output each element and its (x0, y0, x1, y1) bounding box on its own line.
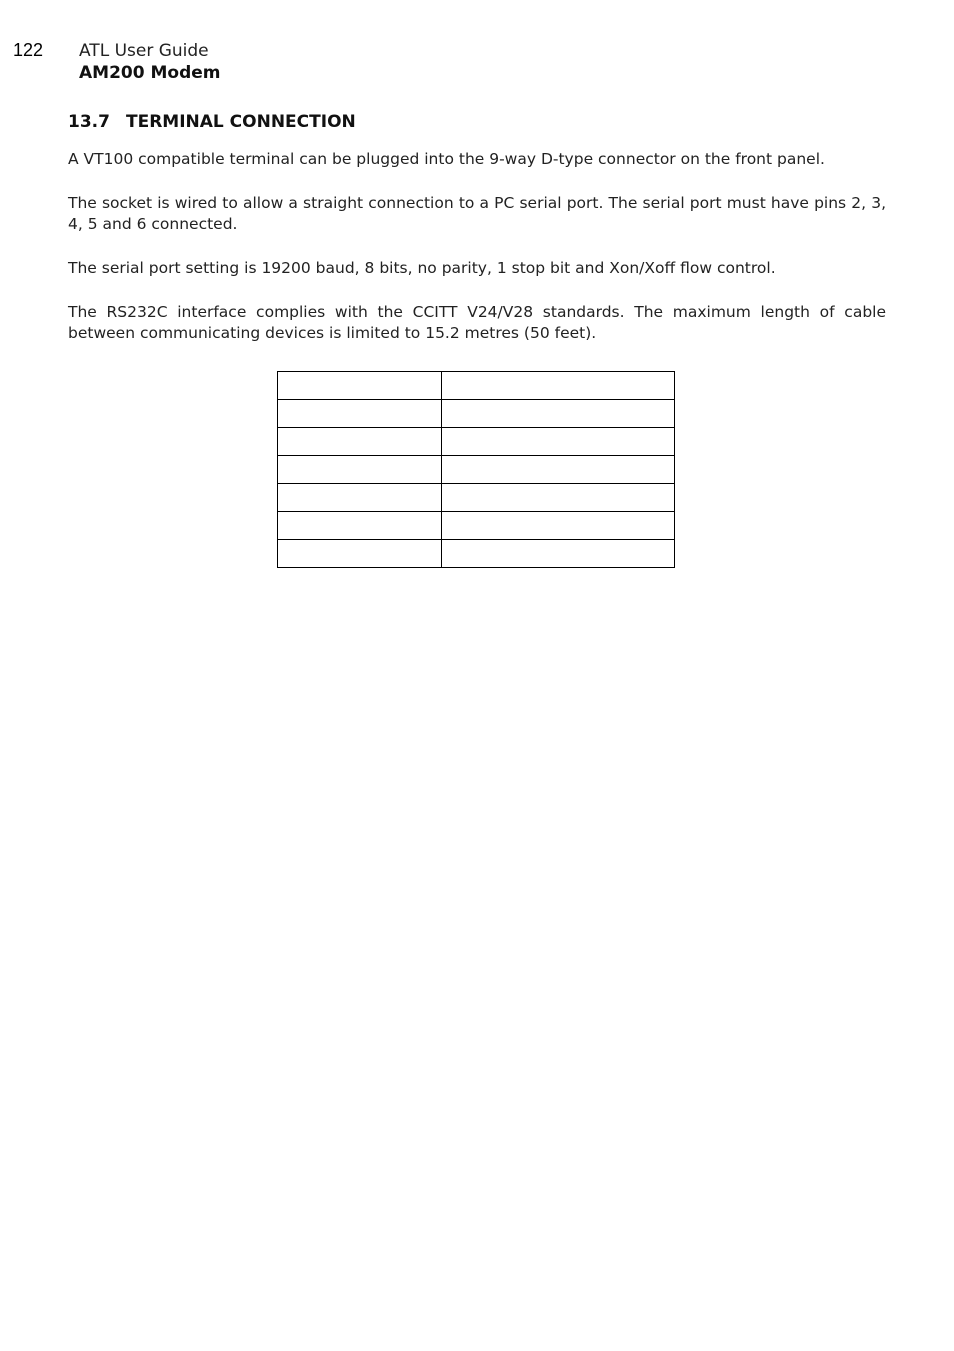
section-number: 13.7 (68, 112, 110, 132)
page-number: 122 (13, 40, 44, 60)
connector-table (277, 371, 675, 568)
table-cell (278, 512, 442, 540)
table-cell (278, 400, 442, 428)
table-row (278, 484, 675, 512)
section-heading (68, 112, 356, 132)
paragraph-terminal: A VT100 compatible terminal can be plugged into the 9-way D-type connector on the front panel. (68, 150, 825, 168)
running-header (79, 40, 221, 85)
table-cell (278, 540, 442, 568)
table-cell (442, 456, 675, 484)
table-row (278, 512, 675, 540)
table-cell (442, 400, 675, 428)
guide-title: ATL User Guide (79, 41, 209, 61)
paragraph-port-setting: The serial port setting is 19200 baud, 8 bits, no parity, 1 stop bit and Xon/Xoff flow control. (68, 259, 776, 277)
table-cell (442, 428, 675, 456)
table-cell (278, 456, 442, 484)
paragraph-rs232c: The RS232C interface complies with the CCITT V24/V28 standards. The maximum length of cable between communicating devices is limited to 15.2 metres (50 feet). (68, 303, 886, 342)
paragraph-socket-wiring: The socket is wired to allow a straight connection to a PC serial port. The serial port must have pins 2, 3, 4, 5 and 6 connected. (68, 194, 886, 233)
table-row (278, 400, 675, 428)
table-cell (278, 428, 442, 456)
table-cell (278, 484, 442, 512)
section-title: TERMINAL CONNECTION (126, 112, 356, 132)
table-row (278, 456, 675, 484)
table-cell (442, 484, 675, 512)
table-cell (442, 540, 675, 568)
table-cell (442, 512, 675, 540)
table-cell (442, 372, 675, 400)
document-subtitle: AM200 Modem (79, 63, 221, 83)
table-row (278, 372, 675, 400)
table-row (278, 428, 675, 456)
table-cell (278, 372, 442, 400)
table-row (278, 540, 675, 568)
